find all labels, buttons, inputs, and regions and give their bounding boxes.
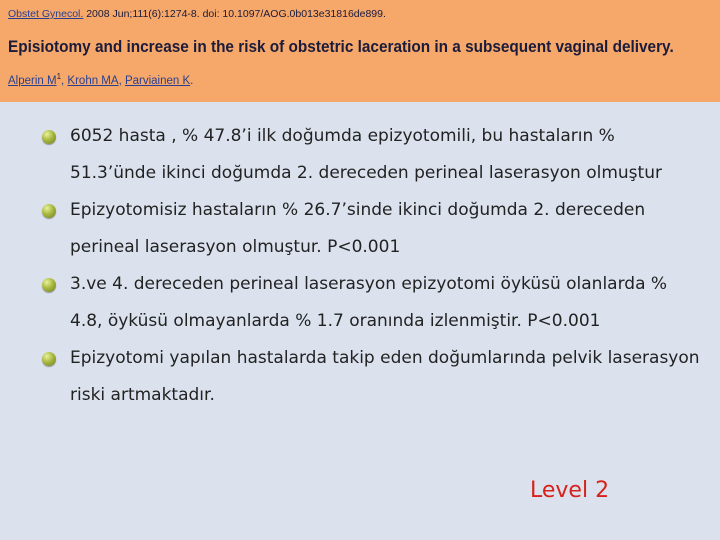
author-link[interactable]: Krohn MA — [67, 74, 119, 87]
evidence-level: Level 2 — [530, 478, 610, 503]
bullet-icon — [42, 278, 56, 292]
citation-details: 2008 Jun;111(6):1274-8. doi: 10.1097/AOG.0b013e31816de899. — [83, 8, 386, 20]
author-separator: , — [118, 74, 125, 87]
bullet-text: 3.ve 4. dereceden perineal laserasyon epizyotomi öyküsü olanlarda % 4.8, öyküsü olmayanlarda % 1.7 oranında izlenmiştir. P<0.001 — [70, 274, 668, 331]
journal-link[interactable]: Obstet Gynecol. — [8, 8, 84, 20]
bullet-text: Epizyotomisiz hastaların % 26.7’sinde ikinci doğumda 2. dereceden perineal laserasyon olmuştur. P<0.001 — [70, 200, 646, 257]
bullet-text: 6052 hasta , % 47.8’i ilk doğumda epizyotomili, bu hastaların % 51.3’ünde ikinci doğumda 2. dereceden perineal laserasyon olmuştur — [70, 126, 662, 183]
bullet-icon — [42, 204, 56, 218]
article-header — [0, 0, 720, 102]
list-item — [42, 340, 702, 414]
bullet-text: Epizyotomi yapılan hastalarda takip eden doğumlarında pelvik laserasyon riski artmaktadır. — [70, 348, 700, 405]
list-item — [42, 266, 702, 340]
citation-line — [8, 8, 386, 20]
author-separator: . — [190, 74, 194, 87]
findings-list — [42, 118, 702, 414]
list-item — [42, 118, 702, 192]
author-link[interactable]: Parviainen K — [124, 74, 191, 87]
author-affiliation-mark: 1 — [56, 72, 62, 81]
author-list — [8, 72, 193, 87]
bullet-icon — [42, 130, 56, 144]
article-title: Episiotomy and increase in the risk of obstetric laceration in a subsequent vaginal delivery. — [8, 38, 674, 56]
bullet-icon — [42, 352, 56, 366]
list-item — [42, 192, 702, 266]
author-separator: , — [61, 74, 68, 87]
author-link[interactable]: Alperin M — [8, 74, 57, 87]
